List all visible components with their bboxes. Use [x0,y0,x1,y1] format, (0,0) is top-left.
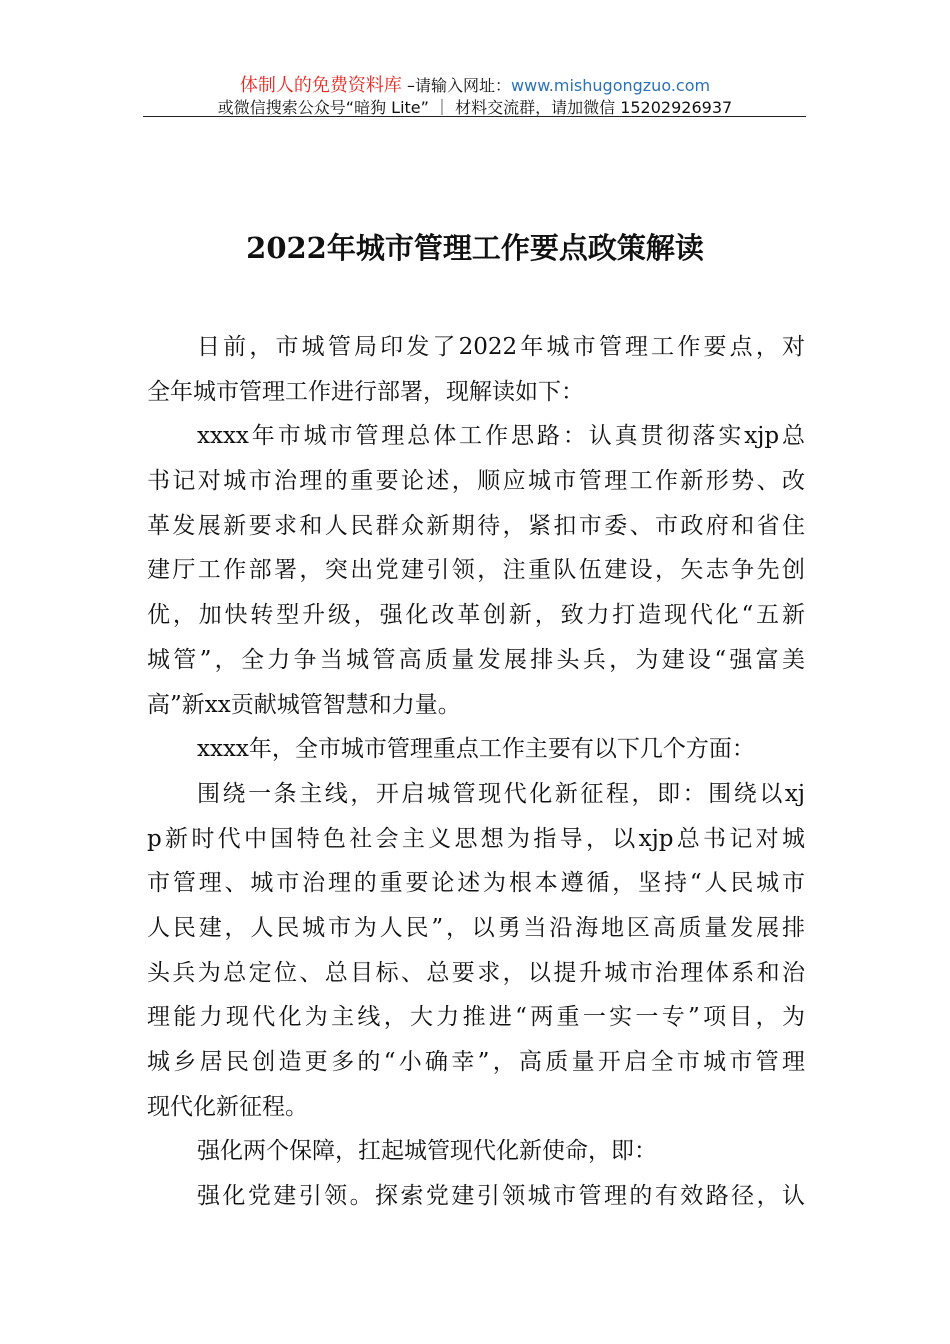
text-line: 现代化新征程。 [147,1093,308,1120]
paragraph [147,325,805,414]
text-line: 全年城市管理工作进行部署，现解读如下： [147,378,584,405]
text-line: 市管理、城市治理的重要论述为根本遵循，坚持“人民城市 [147,870,805,897]
header-line-1 [0,71,950,97]
website-link[interactable]: www.mishugongzuo.com [511,76,711,95]
brand-text: 体制人的免费资料库 [239,75,402,96]
paragraph [147,414,805,727]
text-line: 书记对城市治理的重要论述，顺应城市管理工作新形势、改 [147,468,805,495]
text-line: 围绕一条主线，开启城管现代化新征程，即：围绕以xj [197,780,805,807]
text-line: xxxx年，全市城市管理重点工作主要有以下几个方面： [197,736,755,763]
text-line: 人民建，人民城市为人民”，以勇当沿海地区高质量发展排 [147,914,805,941]
text-line: 日前，市城管局印发了2022年城市管理工作要点，对 [197,334,805,360]
text-line: 高”新xx贡献城管智慧和力量。 [147,691,461,718]
text-line: 强化两个保障，扛起城管现代化新使命，即： [197,1138,657,1165]
document-title: 2022年城市管理工作要点政策解读 [246,231,704,265]
header-line-2: 或微信搜索公众号“暗狗 Lite” ｜ 材料交流群，请加微信 15202926937 [217,98,733,117]
text-line: 城管”，全力争当城管高质量发展排头兵，为建设“强富美 [147,646,805,673]
url-prompt: –请输入网址： [407,76,512,95]
text-line: 城乡居民创造更多的“小确幸”，高质量开启全市城市管理 [147,1049,805,1075]
text-line: 建厅工作部署，突出党建引领，注重队伍建设，矢志争先创 [147,557,805,584]
paragraph [147,1174,805,1219]
text-line: 优，加快转型升级，强化改革创新，致力打造现代化“五新 [147,602,805,629]
paragraph [147,1129,805,1174]
text-line: 理能力现代化为主线，大力推进“两重一实一专”项目，为 [147,1004,805,1031]
text-line: 革发展新要求和人民群众新期待，紧扣市委、市政府和省住 [147,512,805,539]
text-line: 头兵为总定位、总目标、总要求，以提升城市治理体系和治 [147,959,805,986]
text-line: xxxx年市城市管理总体工作思路：认真贯彻落实xjp总 [197,423,805,450]
text-line: p新时代中国特色社会主义思想为指导，以xjp总书记对城 [147,825,805,852]
header-divider [143,116,806,117]
text-line: 强化党建引领。探索党建引领城市管理的有效路径，认 [197,1183,805,1210]
document-body [147,325,805,1219]
paragraph [147,772,805,1130]
paragraph [147,727,805,772]
